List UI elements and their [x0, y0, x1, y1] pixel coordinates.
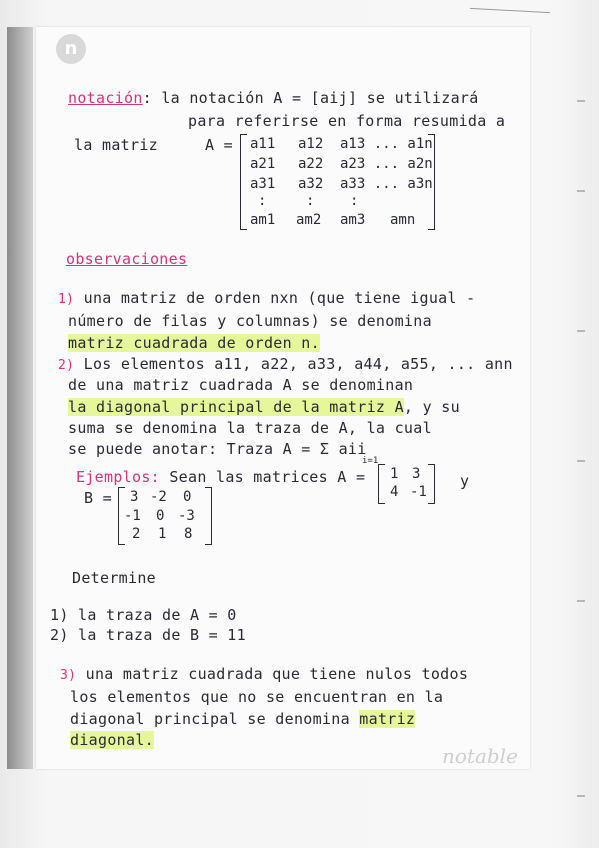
obs1-line-3: [68, 334, 320, 352]
obs1-line-2: número de filas y columnas) se denomina: [68, 312, 432, 330]
matrix-cell: a12: [298, 136, 324, 152]
obs3-line-4: [70, 731, 154, 749]
notation-text-3: la matriz: [74, 136, 158, 154]
obs2-line-5: se puede anotar: Traza A = Σ aii: [68, 440, 367, 458]
matrix-cell: a32: [298, 176, 324, 192]
determine-num-2: 2): [50, 626, 69, 644]
determine-num-1: 1): [50, 606, 69, 624]
matrix-A-cell: -1: [410, 484, 427, 500]
notation-line-2: para referirse en forma resumida a: [188, 112, 506, 130]
matrix-B-cell: 0: [183, 489, 192, 505]
obs3-highlight-1: matriz: [359, 710, 416, 728]
obs3-text-3: diagonal principal se denomina: [70, 710, 350, 728]
obs3-text-1: una matriz cuadrada que tiene nulos todos: [85, 665, 469, 683]
determine-item-2: [50, 626, 246, 644]
matrix-cell: a33 ... a3n: [340, 176, 433, 192]
ejemplos-label: Ejemplos:: [76, 468, 160, 486]
matrix-cell: am1: [250, 212, 276, 228]
matrix-cell: :: [350, 193, 359, 209]
matrix-cell: :: [306, 193, 315, 209]
matrix-cell: a13 ... a1n: [340, 136, 433, 152]
obs3-highlight-2: diagonal.: [70, 731, 154, 749]
ejemplos-y: y: [460, 472, 470, 490]
edge-tick: [577, 330, 585, 332]
obs2-highlight: la diagonal principal de la matriz A: [68, 398, 404, 416]
matrix-left-bracket: [240, 134, 247, 230]
obs3-line-2: los elementos que no se encuentran en la: [70, 688, 444, 706]
matrix-cell: a21: [250, 156, 276, 172]
matrix-B-cell: -3: [178, 508, 195, 524]
matrix-cell: :: [258, 193, 267, 209]
sum-index: i=1: [362, 456, 379, 466]
obs2-text-1: Los elementos a11, a22, a33, a44, a55, ... ann: [83, 355, 513, 373]
obs1-line-1: [58, 289, 476, 307]
matrix-A-cell: 1: [390, 466, 399, 482]
determine-item-1: [50, 606, 237, 624]
matrix-B-cell: -2: [150, 489, 167, 505]
ejemplos-text: Sean las matrices A =: [169, 468, 366, 486]
observaciones-heading: observaciones: [66, 250, 188, 268]
matrix-B-cell: 0: [156, 508, 165, 524]
matrix-cell: amn: [390, 212, 416, 228]
obs3-line-1: [60, 665, 468, 683]
matrix-A-right-bracket: [428, 464, 435, 504]
obs2-line-2: de una matriz cuadrada A se denominan: [68, 376, 414, 394]
notation-line-1: notación: la notación A = [aij] se utilizará: [68, 89, 479, 107]
matrix-B-cell: -1: [124, 508, 141, 524]
matrix-B-cell: 1: [158, 526, 167, 542]
notebook-logo-icon: n: [56, 34, 86, 64]
determine-text-2: la traza de B = 11: [78, 626, 246, 644]
obs2-line-1: [58, 355, 513, 373]
edge-tick: [577, 600, 585, 602]
determine-heading: Determine: [72, 569, 156, 587]
matrix-B-cell: 2: [132, 526, 141, 542]
matrix-B-cell: 3: [130, 489, 139, 505]
obs3-number: 3): [60, 668, 77, 683]
obs3-line-3: [70, 710, 415, 728]
matrix-B-right-bracket: [205, 487, 212, 545]
obs2-text-3b: , y su: [403, 398, 460, 416]
matrix-B-eq: B =: [84, 489, 112, 507]
matrix-cell: a23 ... a2n: [340, 156, 433, 172]
edge-tick: [577, 460, 585, 462]
obs2-line-3: [68, 398, 460, 416]
obs2-line-4: suma se denomina la traza de A, la cual: [68, 419, 432, 437]
determine-text-1: la traza de A = 0: [78, 606, 237, 624]
obs2-number: 2): [58, 358, 75, 373]
matrix-cell: a31: [250, 176, 276, 192]
edge-tick: [577, 100, 585, 102]
obs1-number: 1): [58, 292, 75, 307]
obs1-highlight: matriz cuadrada de orden n.: [68, 334, 320, 352]
obs1-text-1: una matriz de orden nxn (que tiene igual -: [83, 289, 476, 307]
binder-strip: [7, 27, 33, 769]
matrix-B-cell: 8: [184, 526, 193, 542]
notation-line-3: [74, 136, 158, 154]
matrix-cell: am3: [340, 212, 366, 228]
matrix-cell: a22: [298, 156, 324, 172]
matrix-A-eq: A =: [205, 136, 233, 154]
edge-tick: [577, 190, 585, 192]
matrix-A-cell: 4: [390, 484, 399, 500]
matrix-A-cell: 3: [412, 466, 421, 482]
notation-text-1: la notación A = [aij] se utilizará: [161, 89, 479, 107]
matrix-A-left-bracket: [378, 464, 385, 504]
edge-tick: [577, 795, 585, 797]
brand-watermark: notable: [442, 744, 518, 768]
ejemplos-line: [76, 468, 365, 486]
notation-label: notación: [68, 89, 143, 107]
matrix-cell: a11: [250, 136, 276, 152]
matrix-cell: am2: [296, 212, 322, 228]
